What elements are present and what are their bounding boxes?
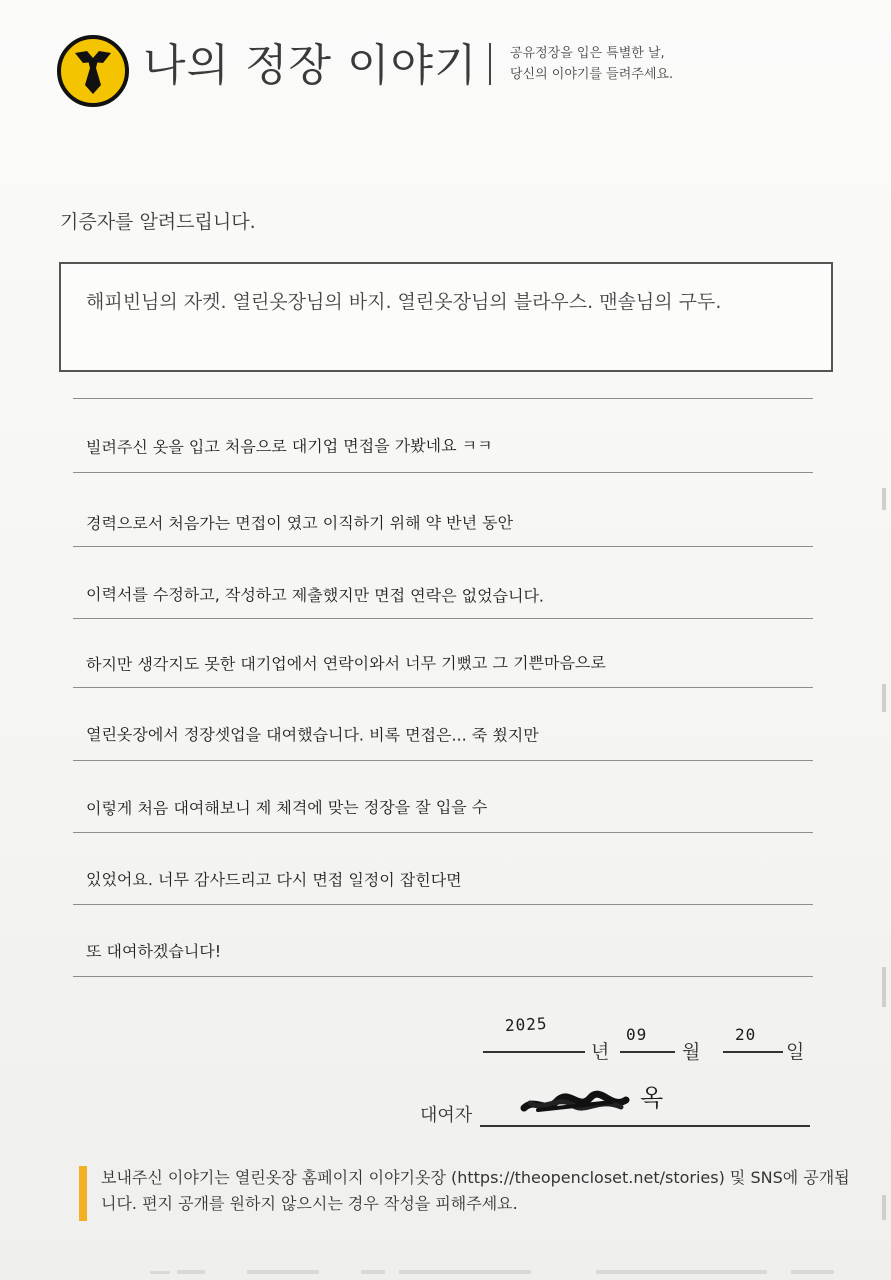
donor-text: 해피빈님의 자켓. 열린옷장님의 바지. 열린옷장님의 블라우스. 맨솔님의 구두. (86, 291, 722, 313)
letter-line: 이렇게 처음 대여해보니 제 체격에 맞는 정장을 잘 입을 수 (85, 797, 488, 818)
tagline-line-1: 공유정장을 입은 특별한 날, (510, 46, 665, 61)
redacted-name-scribble (520, 1090, 630, 1118)
letter-rule (73, 904, 813, 905)
letter-line: 하지만 생각지도 못한 대기업에서 연락이와서 너무 기뻤고 그 기쁜마음으로 (85, 653, 606, 674)
date-day-line (723, 1051, 783, 1053)
date-month-value: 09 (626, 1025, 648, 1044)
letter-rule (73, 760, 813, 761)
date-year-line (483, 1051, 585, 1053)
tagline-line-2: 당신의 이야기를 들려주세요. (510, 67, 674, 82)
renter-area (420, 1078, 812, 1138)
letter-line: 있었어요. 너무 감사드리고 다시 면접 일정이 잡힌다면 (85, 870, 462, 890)
tagline (510, 43, 673, 85)
side-scan-marks (878, 470, 890, 1230)
tie-logo-icon (57, 35, 129, 107)
renter-line (480, 1125, 810, 1127)
title-divider (489, 43, 491, 85)
letter-line: 열린옷장에서 정장셋업을 대여했습니다. 비록 면접은... 죽 쑀지만 (85, 725, 539, 745)
notice-accent-bar (79, 1166, 87, 1221)
date-year-value: 2025 (504, 1013, 548, 1036)
renter-label: 대여자 (420, 1105, 473, 1126)
date-month-label: 월 (682, 1041, 701, 1063)
letter-line: 또 대여하겠습니다! (85, 941, 222, 961)
date-month-line (620, 1051, 675, 1053)
date-day-label: 일 (786, 1041, 805, 1063)
date-day-value: 20 (735, 1025, 757, 1044)
letter-rule (73, 618, 813, 619)
letter-rule (73, 472, 813, 473)
notice-text: 보내주신 이야기는 열린옷장 홈페이지 이야기옷장 (https://theopencloset.net/stories) 및 SNS에 공개됩니다. 편지 공개를 원하지 않으시는 경우 작성을 피해주세요. (101, 1168, 850, 1213)
letter-rule (73, 546, 813, 547)
letter-line: 이력서를 수정하고, 작성하고 제출했지만 면접 연락은 없었습니다. (85, 585, 545, 606)
date-year-label: 년 (591, 1041, 610, 1063)
letter-rule (73, 832, 813, 833)
page-title: 나의 정장 이야기 (143, 40, 478, 91)
letter-rule (73, 398, 813, 399)
letter-line: 경력으로서 처음가는 면접이 였고 이직하기 위해 약 반년 동안 (85, 513, 514, 533)
letter-line: 빌려주신 옷을 입고 처음으로 대기업 면접을 가봤네요 ㅋㅋ (85, 435, 493, 457)
date-area (480, 1010, 810, 1070)
bottom-scan-marks (0, 1262, 891, 1280)
donor-heading: 기증자를 알려드립니다. (60, 211, 256, 233)
letter-rule (73, 976, 813, 977)
renter-name-suffix: 옥 (640, 1084, 664, 1112)
letter-rule (73, 687, 813, 688)
donor-box (59, 262, 833, 372)
